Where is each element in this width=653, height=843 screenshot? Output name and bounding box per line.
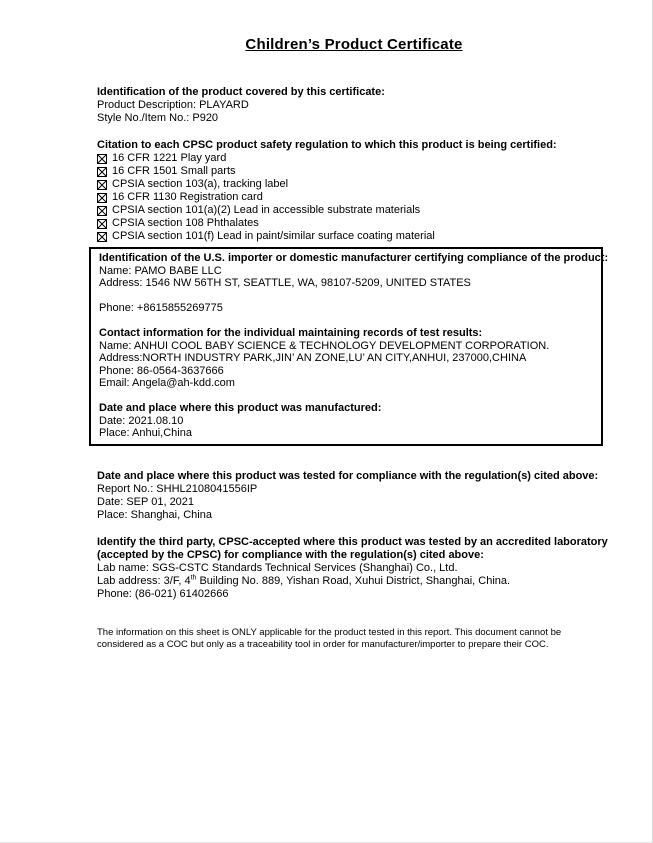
- disclaimer-line1: The information on this sheet is ONLY applicable for the product tested in this report. This document cannot be: [97, 626, 562, 638]
- disclaimer-line2: considered as a COC but only as a traceability tool in order for manufacturer/importer to prepare their COC.: [97, 638, 549, 650]
- lab-section-heading-line2: (accepted by the CPSC) for compliance with the regulation(s) cited above:: [97, 548, 484, 561]
- certifier-group: [99, 252, 609, 315]
- tested-date: Date: SEP 01, 2021: [97, 495, 195, 508]
- citation-item: [97, 230, 611, 243]
- certifier-name: Name: PAMO BABE LLC: [99, 264, 222, 277]
- citation-section-heading: Citation to each CPSC product safety regulation to which this product is being certified:: [97, 139, 557, 151]
- records-contact-email: Email: Angela@ah-kdd.com: [99, 377, 235, 389]
- checked-checkbox-icon: [97, 180, 107, 190]
- tested-place: Place: Shanghai, China: [97, 508, 212, 521]
- citation-item: [97, 178, 611, 191]
- certifier-phone: Phone: +8615855269775: [99, 302, 223, 314]
- citation-item-label: 16 CFR 1130 Registration card: [112, 191, 263, 203]
- lab-name: Lab name: SGS-CSTC Standards Technical Services (Shanghai) Co., Ltd.: [97, 561, 458, 574]
- importer-manufacturer-box: [89, 247, 609, 446]
- lab-address-ordinal: th: [190, 573, 197, 581]
- product-description: Product Description: PLAYARD: [97, 99, 249, 111]
- lab-address-prefix: Lab address: 3/F, 4: [97, 574, 191, 587]
- citation-item: [97, 217, 611, 230]
- citation-item-label: CPSIA section 101(a)(2) Lead in accessible substrate materials: [112, 204, 421, 216]
- checked-checkbox-icon: [97, 193, 107, 203]
- citation-item: [97, 204, 611, 217]
- records-contact-heading: Contact information for the individual maintaining records of test results:: [99, 327, 483, 339]
- citation-item-label: CPSIA section 103(a), tracking label: [112, 178, 289, 190]
- citation-item: [97, 152, 611, 165]
- manufactured-group: [99, 402, 593, 440]
- citation-item-label: 16 CFR 1221 Play yard: [112, 152, 227, 164]
- product-section-heading: Identification of the product covered by this certificate:: [97, 86, 385, 98]
- checked-checkbox-icon: [97, 219, 107, 229]
- product-identification-section: [97, 86, 611, 125]
- records-contact-name: Name: ANHUI COOL BABY SCIENCE & TECHNOLOGY DEVELOPMENT CORPORATION.: [99, 339, 550, 352]
- citation-item-label: 16 CFR 1501 Small parts: [112, 165, 236, 177]
- report-number: Report No.: SHHL2108041556IP: [97, 482, 258, 495]
- style-item-number: Style No./Item No.: P920: [97, 112, 219, 124]
- tested-section: [97, 470, 611, 522]
- lab-address: [97, 575, 611, 588]
- citation-item: [97, 165, 611, 178]
- records-contact-group: [99, 327, 593, 390]
- checked-checkbox-icon: [97, 167, 107, 177]
- manufactured-date: Date: 2021.08.10: [99, 414, 184, 427]
- citation-item-label: CPSIA section 101(f) Lead in paint/similar surface coating material: [112, 230, 435, 242]
- citation-item: [97, 191, 611, 204]
- citation-section: [97, 139, 611, 243]
- lab-phone: Phone: (86-021) 61402666: [97, 587, 229, 600]
- tested-section-heading: Date and place where this product was tested for compliance with the regulation(s) cited above:: [97, 469, 599, 482]
- citation-item-label: CPSIA section 108 Phthalates: [112, 217, 259, 229]
- records-contact-address: Address:NORTH INDUSTRY PARK,JIN’ AN ZONE,LU’ AN CITY,ANHUI, 237000,CHINA: [99, 352, 527, 364]
- manufactured-place: Place: Anhui,China: [99, 427, 192, 439]
- manufactured-heading: Date and place where this product was manufactured:: [99, 402, 382, 414]
- lab-address-suffix: Building No. 889, Yishan Road, Xuhui District, Shanghai, China.: [196, 574, 511, 587]
- checked-checkbox-icon: [97, 154, 107, 164]
- certifier-address: Address: 1546 NW 56TH ST, SEATTLE, WA, 98107-5209, UNITED STATES: [99, 277, 471, 289]
- certifier-heading: Identification of the U.S. importer or domestic manufacturer certifying compliance of the product:: [99, 252, 609, 264]
- lab-section: [97, 536, 611, 601]
- certificate-content: [97, 0, 611, 651]
- checked-checkbox-icon: [97, 206, 107, 216]
- document-title: Children’s Product Certificate: [245, 36, 463, 53]
- disclaimer: [97, 627, 611, 651]
- checked-checkbox-icon: [97, 232, 107, 242]
- records-contact-phone: Phone: 86-0564-3637666: [99, 364, 224, 377]
- lab-section-heading-line1: Identify the third party, CPSC-accepted where this product was tested by an accredited laboratory: [97, 535, 608, 548]
